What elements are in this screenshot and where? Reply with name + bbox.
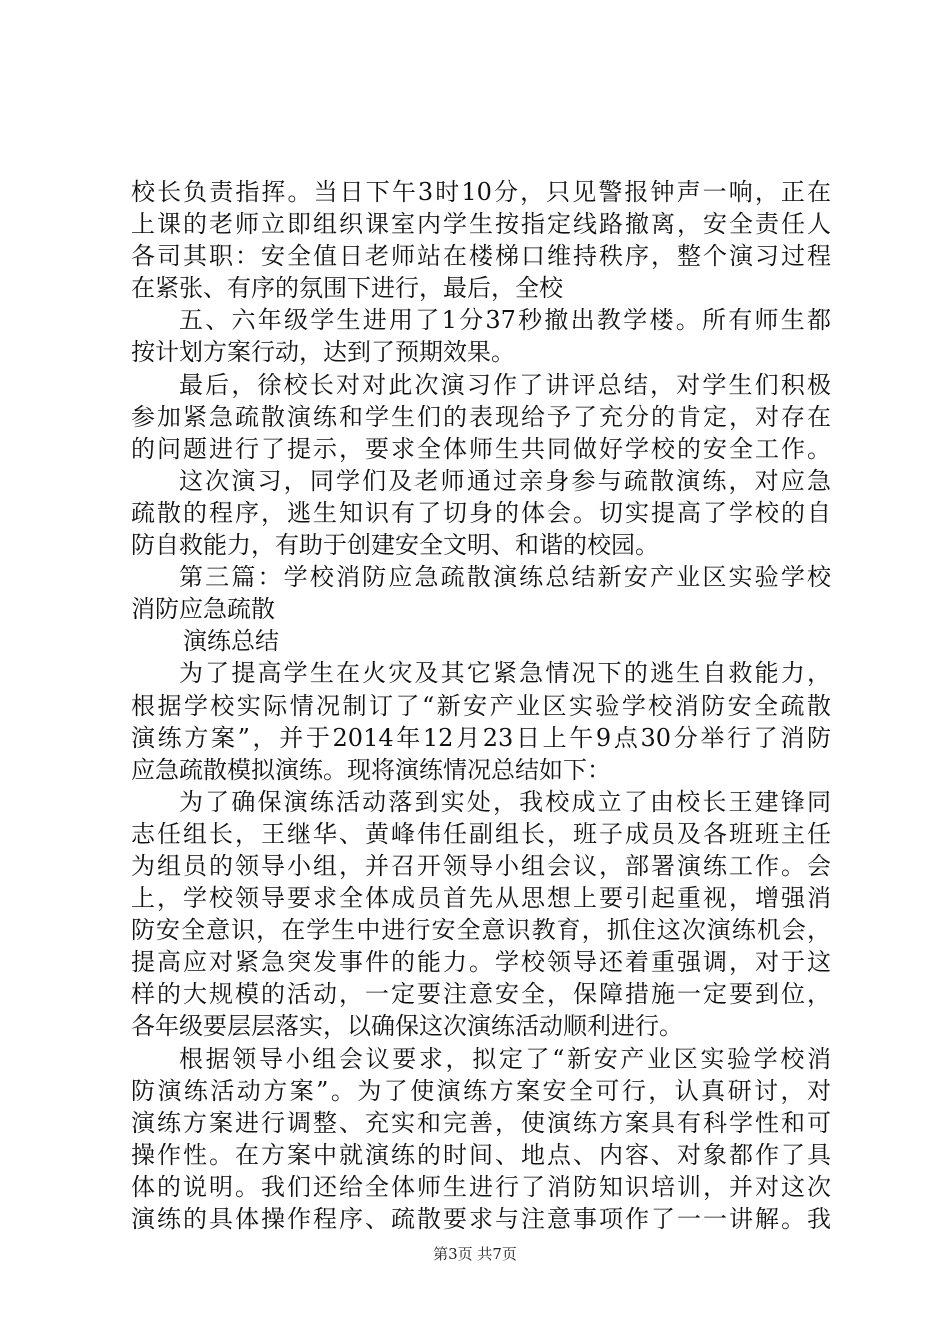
- text-line: 防演练活动方案”。为了使演练方案安全可行，认真研讨，对: [131, 1076, 831, 1105]
- text-line: 按计划方案行动，达到了预期效果。: [131, 338, 515, 367]
- text-line: 上，学校领导要求全体成员首先从思想上要引起重视，增强消: [131, 884, 831, 913]
- text-line: 操作性。在方案中就演练的时间、地点、内容、对象都作了具: [131, 1140, 831, 1169]
- text-line: 的问题进行了提示，要求全体师生共同做好学校的安全工作。: [131, 434, 831, 463]
- text-line: 应急疏散模拟演练。现将演练情况总结如下：: [131, 755, 611, 784]
- text-line: 第三篇：学校消防应急疏散演练总结新安产业区实验学校: [179, 563, 831, 592]
- text-line: 防安全意识，在学生中进行安全意识教育，抓住这次演练机会，: [131, 916, 831, 945]
- text-line: 为组员的领导小组，并召开领导小组会议，部署演练工作。会: [131, 851, 831, 880]
- text-line: 最后，徐校长对对此次演习作了讲评总结，对学生们积极: [179, 370, 831, 399]
- text-line: 演练的具体操作程序、疏散要求与注意事项作了一一讲解。我: [131, 1205, 831, 1233]
- text-line: 为了确保演练活动落到实处，我校成立了由校长王建锋同: [179, 787, 831, 816]
- text-line: 五、六年级学生进用了1分37秒撤出教学楼。所有师生都: [179, 306, 831, 335]
- text-line: 在紧张、有序的氛围下进行，最后，全校: [131, 274, 563, 303]
- text-line: 体的说明。我们还给全体师生进行了消防知识培训，并对这次: [131, 1172, 831, 1201]
- text-line: 根据领导小组会议要求，拟定了“新安产业区实验学校消: [179, 1044, 831, 1073]
- text-line: 参加紧急疏散演练和学生们的表现给予了充分的肯定，对存在: [131, 402, 831, 431]
- text-line: 样的大规模的活动，一定要注意安全，保障措施一定要到位，: [131, 980, 831, 1009]
- document-body: [131, 176, 831, 1235]
- text-line: 校长负责指挥。当日下午3时10分，只见警报钟声一响，正在: [131, 178, 831, 206]
- text-line: 各司其职：安全值日老师站在楼梯口维持秩序，整个演习过程: [131, 242, 831, 271]
- text-line: 消防应急疏散: [131, 595, 275, 624]
- text-line: 疏散的程序，逃生知识有了切身的体会。切实提高了学校的自: [131, 498, 831, 527]
- text-line: 根据学校实际情况制订了“新安产业区实验学校消防安全疏散: [131, 691, 831, 720]
- text-line: 上课的老师立即组织课室内学生按指定线路撤离，安全责任人: [131, 210, 831, 239]
- page-number-footer: 第3页 共7页: [433, 1245, 517, 1263]
- text-line: 为了提高学生在火灾及其它紧急情况下的逃生自救能力，: [179, 659, 831, 688]
- text-line: 志任组长，王继华、黄峰伟任副组长，班子成员及各班班主任: [131, 819, 831, 848]
- text-line: 各年级要层层落实，以确保这次演练活动顺利进行。: [131, 1012, 683, 1041]
- text-line: 这次演习，同学们及老师通过亲身参与疏散演练，对应急: [179, 466, 831, 495]
- text-line: 防自救能力，有助于创建安全文明、和谐的校园。: [131, 531, 659, 560]
- text-line: 提高应对紧急突发事件的能力。学校领导还着重强调，对于这: [131, 948, 831, 977]
- text-line: 演练方案进行调整、充实和完善，使演练方案具有科学性和可: [131, 1108, 831, 1137]
- text-line: 演练方案”，并于2014年12月23日上午9点30分举行了消防: [131, 723, 831, 752]
- text-line: 演练总结: [183, 627, 279, 656]
